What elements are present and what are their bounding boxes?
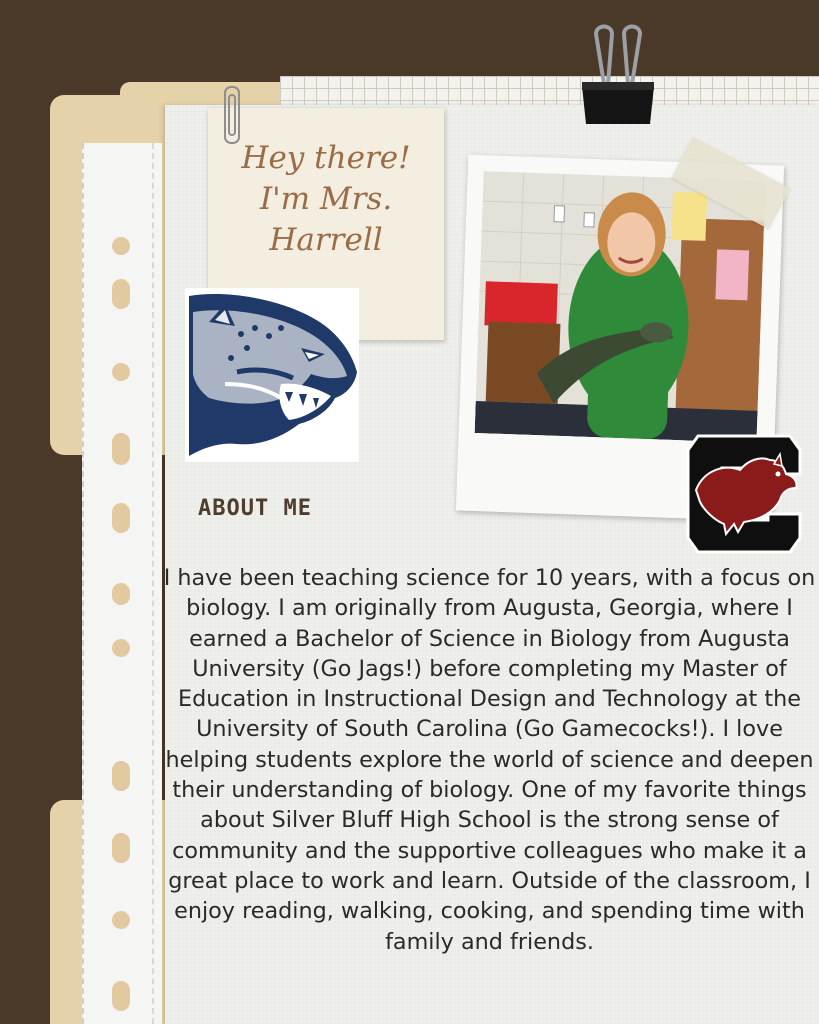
- about-me-bio: I have been teaching science for 10 years, with a focus on biology. I am originally from Augusta, Georgia, where I earned a Bachelor of Science in Biology from Augusta University (Go Jags!) before completing my Master of Education in Instructional Design and Technology at the University of South Carolina (Go Gamecocks!). I love helping students explore the world of science and deepen their understanding of biology. One of my favorite things about Silver Bluff High School is the strong sense of community and the supportive colleagues who make it a great place to work and learn. Outside of the classroom, I enjoy reading, walking, cooking, and spending time with family and friends.: [163, 565, 816, 955]
- jaguar-logo: [185, 288, 359, 462]
- gamecock-logo: [684, 430, 804, 558]
- greeting-line-2: I'm Mrs.: [259, 181, 393, 217]
- paperclip-icon: [224, 86, 240, 144]
- binder-clip-icon: [578, 22, 658, 128]
- greeting-line-1: Hey there!: [241, 140, 411, 176]
- notebook-strip: [82, 143, 162, 1024]
- greeting-line-3: Harrell: [269, 222, 383, 258]
- about-me-heading: ABOUT ME: [198, 496, 312, 521]
- teacher-photo: [475, 171, 766, 443]
- greeting-text: [220, 138, 432, 261]
